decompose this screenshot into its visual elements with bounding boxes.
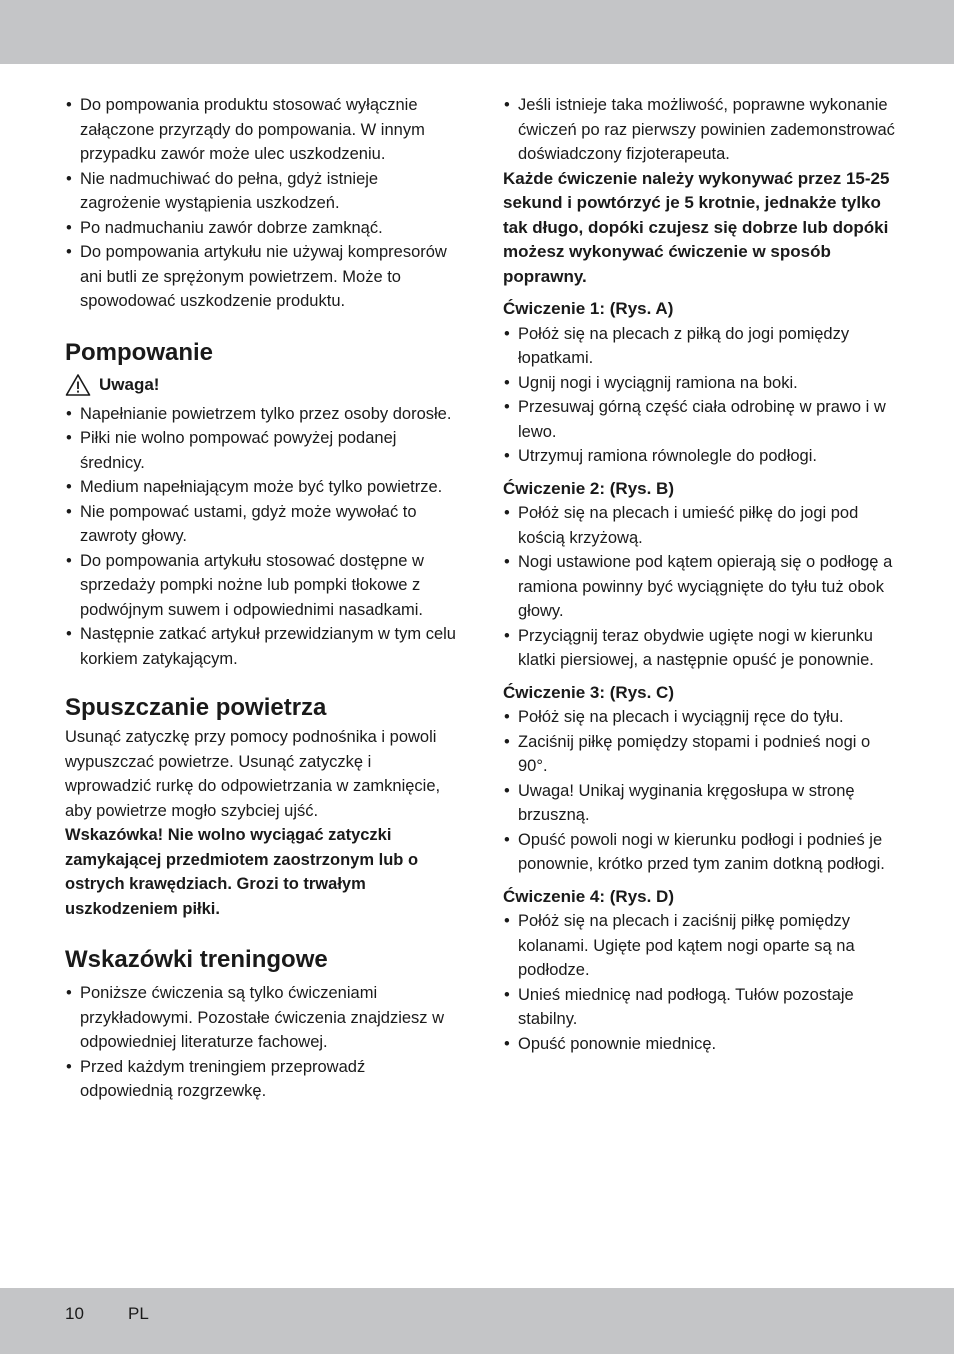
exercise-note: Każde ćwiczenie należy wykonywać przez 15-25 sekund i powtórzyć je 5 krotnie, jednakże tylko tak długo, dopóki czujesz się dobrze lub dopóki możesz wykonywać ćwiczenie w sposób poprawny. — [503, 168, 890, 286]
list-item: • Poniższe ćwiczenia są tylko ćwiczeniami przykładowymi. Pozostałe ćwiczenia znajdziesz w odpowiedniej literaturze fachowej. — [65, 981, 457, 1055]
heading-exercise-4: Ćwiczenie 4: (Rys. D) — [503, 886, 674, 906]
heading-exercise-2: Ćwiczenie 2: (Rys. B) — [503, 478, 674, 498]
heading-spuszczanie: Spuszczanie powietrza — [65, 694, 327, 721]
list-item: • Połóż się na plecach i wyciągnij ręce do tyłu. — [503, 705, 895, 730]
left-column — [65, 93, 457, 1104]
language-code: PL — [128, 1304, 149, 1323]
list-item: • Jeśli istnieje taka możliwość, poprawne wykonanie ćwiczeń po raz pierwszy powinien zademonstrować doświadczony fizjoterapeuta. — [503, 93, 895, 167]
spuszczanie-text: Usunąć zatyczkę przy pomocy podnośnika i powoli wypuszczać powietrze. Usunąć zatyczkę i wprowadzić rurkę do odpowietrzania w zamknięcie, aby powietrze mogło szybciej ujść. — [65, 728, 441, 820]
list-item: • Nie nadmuchiwać do pełna, gdyż istnieje zagrożenie wystąpienia uszkodzeń. — [65, 167, 457, 216]
list-item: • Połóż się na plecach i umieść piłkę do jogi pod kością krzyżową. — [503, 501, 895, 550]
list-item: • Następnie zatkać artykuł przewidzianym w tym celu korkiem zatykającym. — [65, 622, 457, 671]
warning-text: Uwaga! — [99, 374, 160, 394]
header-bar — [0, 0, 954, 64]
exercise-2-list — [503, 501, 895, 673]
intro-list-right — [503, 93, 895, 167]
exercise-1-list — [503, 322, 895, 469]
list-item: • Napełnianie powietrzem tylko przez osoby dorosłe. — [65, 402, 457, 427]
list-item: • Połóż się na plecach z piłką do jogi pomiędzy łopatkami. — [503, 322, 895, 371]
list-item: • Do pompowania produktu stosować wyłącznie załączone przyrządy do pompowania. W innym przypadku zawór może ulec uszkodzeniu. — [65, 93, 457, 167]
list-item: • Po nadmuchaniu zawór dobrze zamknąć. — [65, 216, 457, 241]
list-item: • Opuść powoli nogi w kierunku podłogi i podnieś je ponownie, krótko przed tym zanim dotkną podłogi. — [503, 828, 895, 877]
list-item: • Do pompowania artykułu nie używaj kompresorów ani butli ze sprężonym powietrzem. Może to spowodować uszkodzenie produktu. — [65, 240, 457, 314]
list-item: • Medium napełniającym może być tylko powietrze. — [65, 475, 457, 500]
list-item: • Przyciągnij teraz obydwie ugięte nogi w kierunku klatki piersiowej, a następnie opuść je ponownie. — [503, 624, 895, 673]
warning-triangle-icon — [65, 373, 91, 397]
pompowanie-list — [65, 402, 457, 672]
right-column — [503, 93, 895, 1056]
heading-pompowanie: Pompowanie — [65, 338, 214, 366]
intro-list — [65, 93, 457, 314]
spuszczanie-note: Wskazówka! Nie wolno wyciągać zatyczki zamykającej przedmiotem zaostrzonym lub o ostrych krawędziach. Grozi to trwałym uszkodzeniem piłki. — [65, 826, 419, 918]
heading-exercise-1: Ćwiczenie 1: (Rys. A) — [503, 299, 674, 318]
list-item: • Nie pompować ustami, gdyż może wywołać to zawroty głowy. — [65, 500, 457, 549]
list-item: • Uwaga! Unikaj wyginania kręgosłupa w stronę brzuszną. — [503, 779, 895, 828]
list-item: • Piłki nie wolno pompować powyżej podanej średnicy. — [65, 426, 457, 475]
heading-exercise-3: Ćwiczenie 3: (Rys. C) — [503, 682, 674, 702]
page-number: 10 — [65, 1304, 84, 1323]
warning-label — [65, 372, 457, 398]
list-item: • Unieś miednicę nad podłogą. Tułów pozostaje stabilny. — [503, 983, 895, 1032]
list-item: • Zaciśnij piłkę pomiędzy stopami i podnieś nogi o 90°. — [503, 730, 895, 779]
list-item: • Do pompowania artykułu stosować dostępne w sprzedaży pompki nożne lub pompki tłokowe z podwójnym suwem i odpowiednimi nasadkami. — [65, 549, 457, 623]
wskazowki-list — [65, 981, 457, 1104]
exercise-3-list — [503, 705, 895, 877]
list-item: • Utrzymuj ramiona równolegle do podłogi. — [503, 444, 895, 469]
list-item: • Przed każdym treningiem przeprowadź odpowiednią rozgrzewkę. — [65, 1055, 457, 1104]
list-item: • Ugnij nogi i wyciągnij ramiona na boki. — [503, 371, 895, 396]
list-item: • Nogi ustawione pod kątem opierają się o podłogę a ramiona powinny być wyciągnięte do tyłu tuż obok głowy. — [503, 550, 895, 624]
heading-wskazowki: Wskazówki treningowe — [65, 946, 328, 973]
list-item: • Przesuwaj górną część ciała odrobinę w prawo i w lewo. — [503, 395, 895, 444]
list-item: • Opuść ponownie miednicę. — [503, 1032, 895, 1057]
list-item: • Połóż się na plecach i zaciśnij piłkę pomiędzy kolanami. Ugięte pod kątem nogi oparte są na podłodze. — [503, 909, 895, 983]
exercise-4-list — [503, 909, 895, 1056]
